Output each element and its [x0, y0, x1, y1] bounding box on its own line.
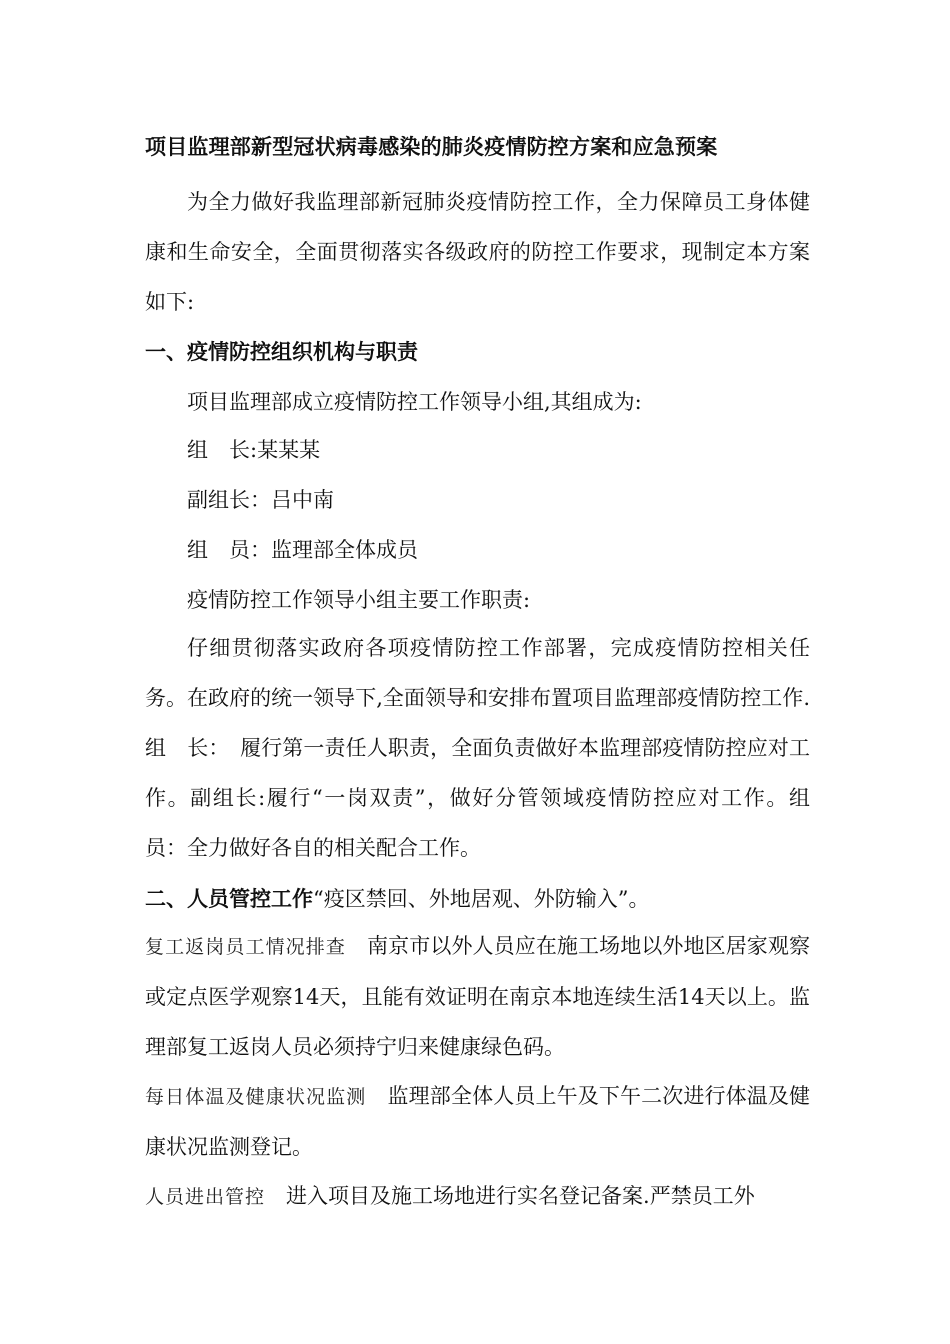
- deputy-leader-line: 副组长：吕中南: [187, 488, 334, 512]
- group-members-line: 组 员：监理部全体成员: [187, 538, 418, 562]
- group-leader-line: 组 长:某某某: [187, 438, 321, 462]
- intro-paragraph: 为全力做好我监理部新冠肺炎疫情防控工作，全力保障员工身体健康和生命安全，全面贯彻落实各级政府的防控工作要求，现制定本方案如下:: [145, 190, 810, 314]
- duties-title: 疫情防控工作领导小组主要工作职责:: [187, 588, 531, 612]
- section1-lead: 项目监理部成立疫情防控工作领导小组,其组成为:: [187, 390, 642, 414]
- item-temperature-monitoring: [145, 1071, 810, 1172]
- section2-heading-tail: “疫区禁回、外地居观、外防输入”。: [313, 887, 650, 911]
- item-return-check-text: 南京市以外人员应在施工场地以外地区居家观察或定点医学观察14天，且能有效证明在南京本地连续生活14天以上。监理部复工返岗人员必须持宁归来健康绿色码。: [145, 934, 810, 1059]
- item-access-control: [145, 1171, 810, 1222]
- item-return-check-label: 复工返岗员工情况排查: [145, 936, 346, 958]
- item-access-control-text: 进入项目及施工场地进行实名登记备案.严禁员工外: [265, 1184, 755, 1208]
- item-access-control-label: 人员进出管控: [145, 1186, 266, 1208]
- item-temperature-monitoring-label: 每日体温及健康状况监测: [145, 1086, 367, 1108]
- section2-heading-bold: 二、人员管控工作: [145, 887, 313, 911]
- document-title: 项目监理部新型冠状病毒感染的肺炎疫情防控方案和应急预案: [145, 135, 718, 159]
- item-temperature-monitoring-text: 监理部全体人员上午及下午二次进行体温及健康状况监测登记。: [145, 1084, 810, 1159]
- item-return-check: [145, 921, 810, 1072]
- section1-heading: 一、疫情防控组织机构与职责: [145, 340, 418, 364]
- section2-heading: [145, 884, 649, 914]
- duties-paragraph: 仔细贯彻落实政府各项疫情防控工作部署，完成疫情防控相关任务。在政府的统一领导下,全面领导和安排布置项目监理部疫情防控工作.组 长： 履行第一责任人职责，全面负责做好本监理部疫情防控应对工作。副组长:履行“一岗双责”，做好分管领域疫情防控应对工作。组 员：全力做好各自的相关配合工作。: [145, 636, 831, 860]
